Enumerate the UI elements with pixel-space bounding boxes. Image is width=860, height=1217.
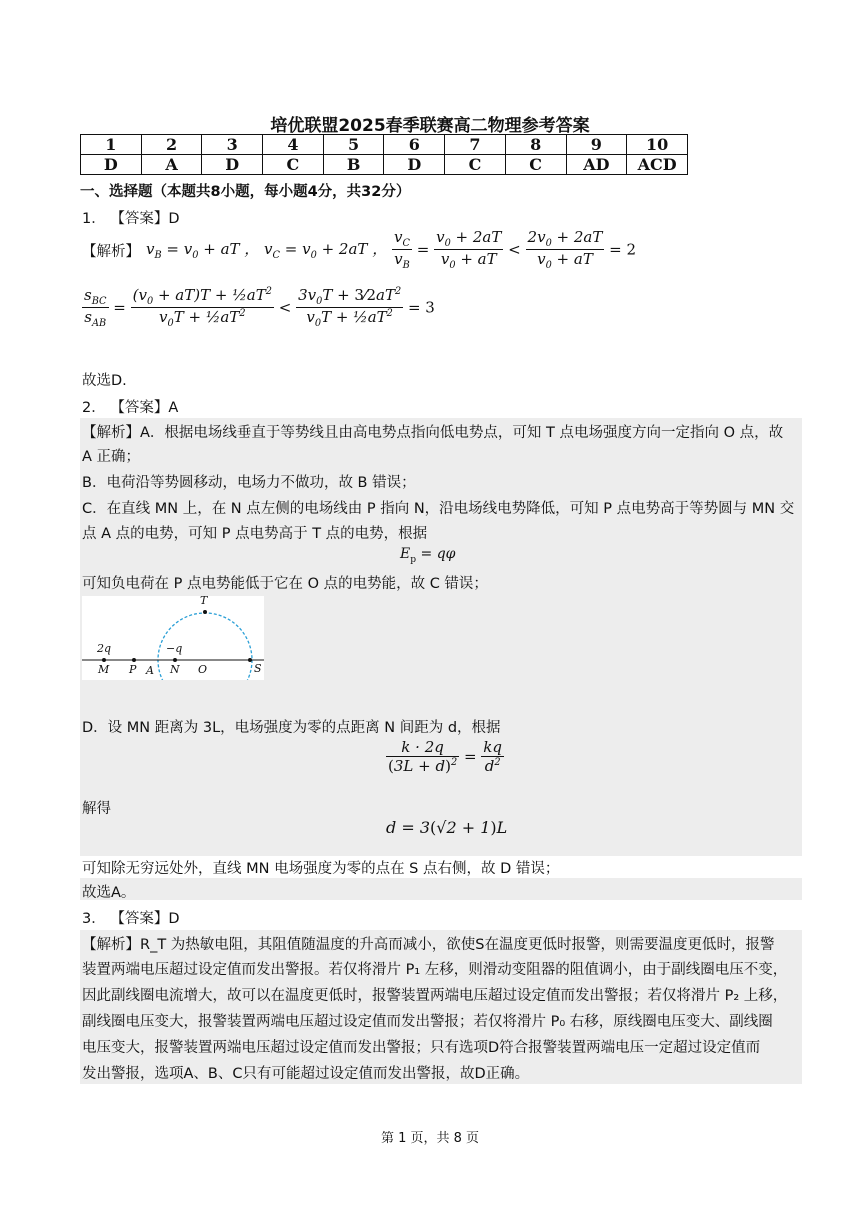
answer-table-answers-row bbox=[81, 155, 688, 175]
answer-cell: C bbox=[445, 155, 506, 175]
q2-conclusion: 故选A。 bbox=[82, 885, 136, 901]
q2-formula-energy: $E_p = q\varphi$ bbox=[400, 546, 456, 565]
question-number: 6 bbox=[384, 135, 445, 155]
q2-formula-solution: d = 3(√2 + 1)L bbox=[386, 818, 508, 837]
label-t: T bbox=[200, 594, 208, 607]
answer-cell: AD bbox=[566, 155, 627, 175]
field-diagram bbox=[82, 596, 264, 680]
question-number: 10 bbox=[627, 135, 688, 155]
point-n bbox=[173, 658, 177, 662]
q2-analysis-line: B．电荷沿等势圆移动，电场力不做功，故 B 错误； bbox=[82, 475, 416, 491]
q1-conclusion: 故选D. bbox=[82, 373, 127, 389]
answer-cell: B bbox=[323, 155, 384, 175]
q2-analysis-line: 可知除无穷远处外，直线 MN 电场强度为零的点在 S 点右侧，故 D 错误； bbox=[82, 861, 560, 877]
question-number: 9 bbox=[566, 135, 627, 155]
answer-cell: C bbox=[505, 155, 566, 175]
section-heading: 一、选择题（本题共8小题，每小题4分，共32分） bbox=[80, 184, 411, 200]
page-title: 培优联盟2025春季联赛高二物理参考答案 bbox=[270, 116, 590, 136]
q2-formula-field-zero: $\frac{k \cdot 2q}{(3L + d)^2}$ = $\frac{kq}{d^2}$ bbox=[388, 738, 502, 775]
q2-analysis-line: 可知负电荷在 P 点电势能低于它在 O 点的电势能，故 C 错误； bbox=[82, 576, 488, 592]
answer-cell: A bbox=[141, 155, 202, 175]
q2-analysis-line: 解得 bbox=[82, 801, 111, 817]
q1-analysis-label: 【解析】 bbox=[82, 244, 140, 260]
q3-analysis-line: 【解析】R_T 为热敏电阻，其阻值随温度的升高而减小，欲使S在温度更低时报警，则需要温度更低时，报警 bbox=[82, 937, 775, 953]
q3-analysis-line: 电压变大，报警装置两端电压超过设定值而发出警报；只有选项D符合报警装置两端电压一定超过设定值而 bbox=[82, 1040, 761, 1056]
question-number: 1 bbox=[81, 135, 142, 155]
label-s: S bbox=[254, 662, 262, 675]
label-n: N bbox=[170, 663, 180, 676]
question-number: 4 bbox=[263, 135, 324, 155]
q2-analysis-line: 【解析】A．根据电场线垂直于等势线且由高电势点指向低电势点，可知 T 点电场强度方向一定指向 O 点，故 bbox=[82, 425, 784, 441]
question-number: 2 bbox=[141, 135, 202, 155]
q2-analysis-line: 点 A 点的电势，可知 P 点电势高于 T 点的电势，根据 bbox=[82, 526, 428, 542]
q2-analysis-line: A 正确； bbox=[82, 449, 141, 465]
answer-cell: D bbox=[202, 155, 263, 175]
label-a: A bbox=[146, 664, 154, 677]
q2-conclusion-shade bbox=[80, 878, 802, 900]
answer-cell: D bbox=[81, 155, 142, 175]
q2-analysis-line: C．在直线 MN 上，在 N 点左侧的电场线由 P 指向 N，沿电场线电势降低，可知 P 点电势高于等势圆与 MN 交 bbox=[82, 501, 795, 517]
q3-analysis-line: 因此副线圈电流增大，故可以在温度更低时，报警装置两端电压超过设定值而发出警报；若仅将滑片 P₂ 上移， bbox=[82, 988, 788, 1004]
point-p bbox=[132, 658, 136, 662]
q1-formula-velocities: $v_B = v_0$ + aT ， $v_C = v_0 + 2aT$ ， $\frac{v_C}{v_B}$ = $\frac{v_0 + 2aT}{v_0 + aT}$ < $\frac{2v_0 + 2aT}{v_0 + aT}$ = 2 bbox=[146, 228, 637, 271]
question-number: 5 bbox=[323, 135, 384, 155]
question-number: 7 bbox=[445, 135, 506, 155]
label-o: O bbox=[198, 663, 208, 676]
q3-heading: 3． 【答案】D bbox=[82, 911, 180, 927]
point-m bbox=[102, 658, 106, 662]
q2-heading: 2． 【答案】A bbox=[82, 400, 179, 416]
label-m: M bbox=[98, 663, 110, 676]
q3-analysis-line: 发出警报，选项A、B、C只有可能超过设定值而发出警报，故D正确。 bbox=[82, 1066, 530, 1082]
point-t bbox=[203, 610, 207, 614]
answer-table-numbers-row bbox=[81, 135, 688, 155]
q3-analysis-line: 副线圈电压变大，报警装置两端电压超过设定值而发出警报；若仅将滑片 P₀ 右移，原线圈电压变大、副线圈 bbox=[82, 1014, 773, 1030]
q1-formula-displacement-ratio: $\frac{s_{BC}}{s_{AB}}$ = $\frac{(v_0 + aT)T + \frac{1}{2}aT^2}{v_0T + \frac{1}{2}aT^2}$ < $\frac{3v_0T + 3⁄2aT^2}{v_0T + \frac{1}{2}aT^2}$ = 3 bbox=[84, 286, 435, 329]
answer-cell: D bbox=[384, 155, 445, 175]
answer-cell: C bbox=[263, 155, 324, 175]
answer-cell: ACD bbox=[627, 155, 688, 175]
q2-analysis-line: D．设 MN 距离为 3L，电场强度为零的点距离 N 间距为 d，根据 bbox=[82, 720, 501, 736]
question-number: 8 bbox=[505, 135, 566, 155]
q3-analysis-line: 装置两端电压超过设定值而发出警报。若仅将滑片 P₁ 左移，则滑动变阻器的阻值调小，由于副线圈电压不变， bbox=[82, 962, 788, 978]
q1-heading: 1． 【答案】D bbox=[82, 211, 180, 227]
label-2q: 2q bbox=[97, 642, 112, 655]
question-number: 3 bbox=[202, 135, 263, 155]
answer-table bbox=[80, 134, 688, 175]
page-footer: 第 1 页，共 8 页 bbox=[380, 1131, 480, 1146]
label-p: P bbox=[129, 663, 137, 676]
point-s bbox=[248, 658, 252, 662]
label-minus-q: −q bbox=[166, 642, 183, 655]
